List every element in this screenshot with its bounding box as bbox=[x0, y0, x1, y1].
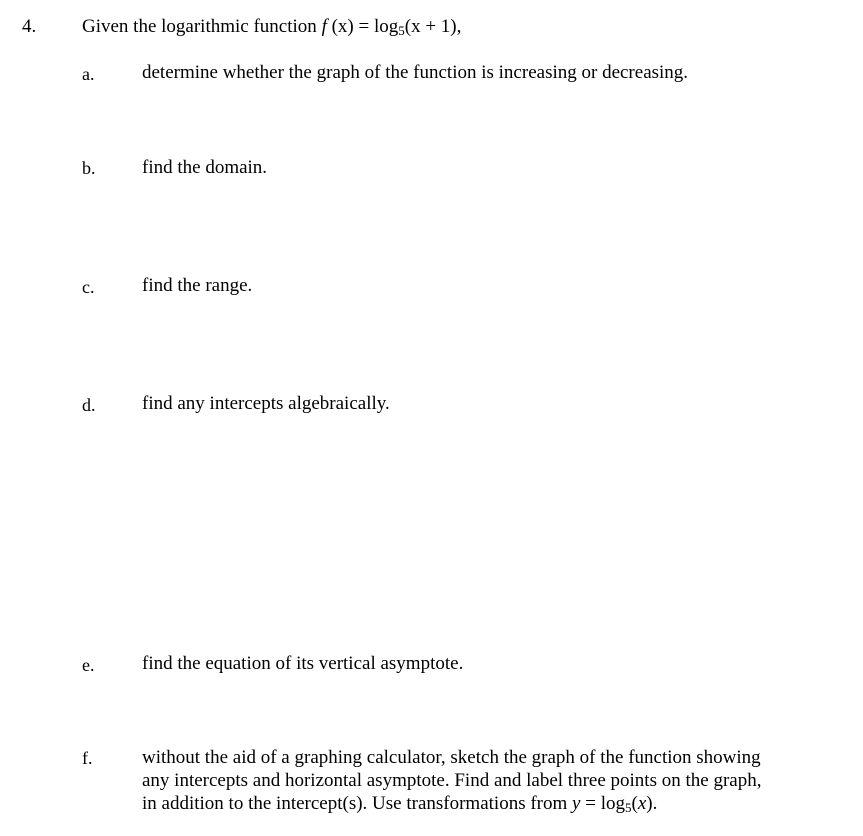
stem-suffix: (x + 1), bbox=[404, 16, 462, 37]
part-f-close-paren: ). bbox=[646, 793, 658, 814]
part-c-letter: c. bbox=[82, 277, 95, 297]
part-a-letter: a. bbox=[82, 64, 95, 84]
part-f-line-3-prefix: in addition to the intercept(s). Use transformations from bbox=[142, 793, 573, 814]
part-d-letter: d. bbox=[82, 395, 96, 415]
part-f-var-x: x bbox=[637, 793, 647, 814]
stem-log-base: 5 bbox=[398, 23, 405, 38]
part-f-line-1: without the aid of a graphing calculator, sketch the graph of the function showing bbox=[142, 747, 761, 768]
question-stem bbox=[82, 16, 461, 38]
stem-args: (x) = log bbox=[326, 16, 399, 37]
part-c-text: find the range. bbox=[142, 275, 253, 296]
question-number: 4. bbox=[22, 16, 37, 37]
part-f-eq: = log bbox=[580, 793, 625, 814]
part-f-var-y: y bbox=[572, 793, 581, 814]
part-f-line-2: any intercepts and horizontal asymptote. Find and label three points on the graph, bbox=[142, 770, 762, 791]
part-b-letter: b. bbox=[82, 158, 96, 178]
stem-prefix: Given the logarithmic function bbox=[82, 16, 322, 37]
part-d-text: find any intercepts algebraically. bbox=[142, 393, 390, 414]
stem-function-name: f bbox=[321, 16, 327, 37]
part-b-text: find the domain. bbox=[142, 157, 268, 178]
part-e-letter: e. bbox=[82, 655, 95, 675]
part-a-text: determine whether the graph of the function is increasing or decreasing. bbox=[142, 62, 689, 83]
part-e-text: find the equation of its vertical asymptote. bbox=[142, 653, 464, 674]
part-f-log-base: 5 bbox=[624, 800, 632, 815]
part-f-letter: f. bbox=[82, 748, 93, 768]
part-f-open-paren: ( bbox=[631, 793, 638, 814]
part-f-text bbox=[142, 746, 842, 815]
part-f-line-3 bbox=[142, 792, 842, 815]
